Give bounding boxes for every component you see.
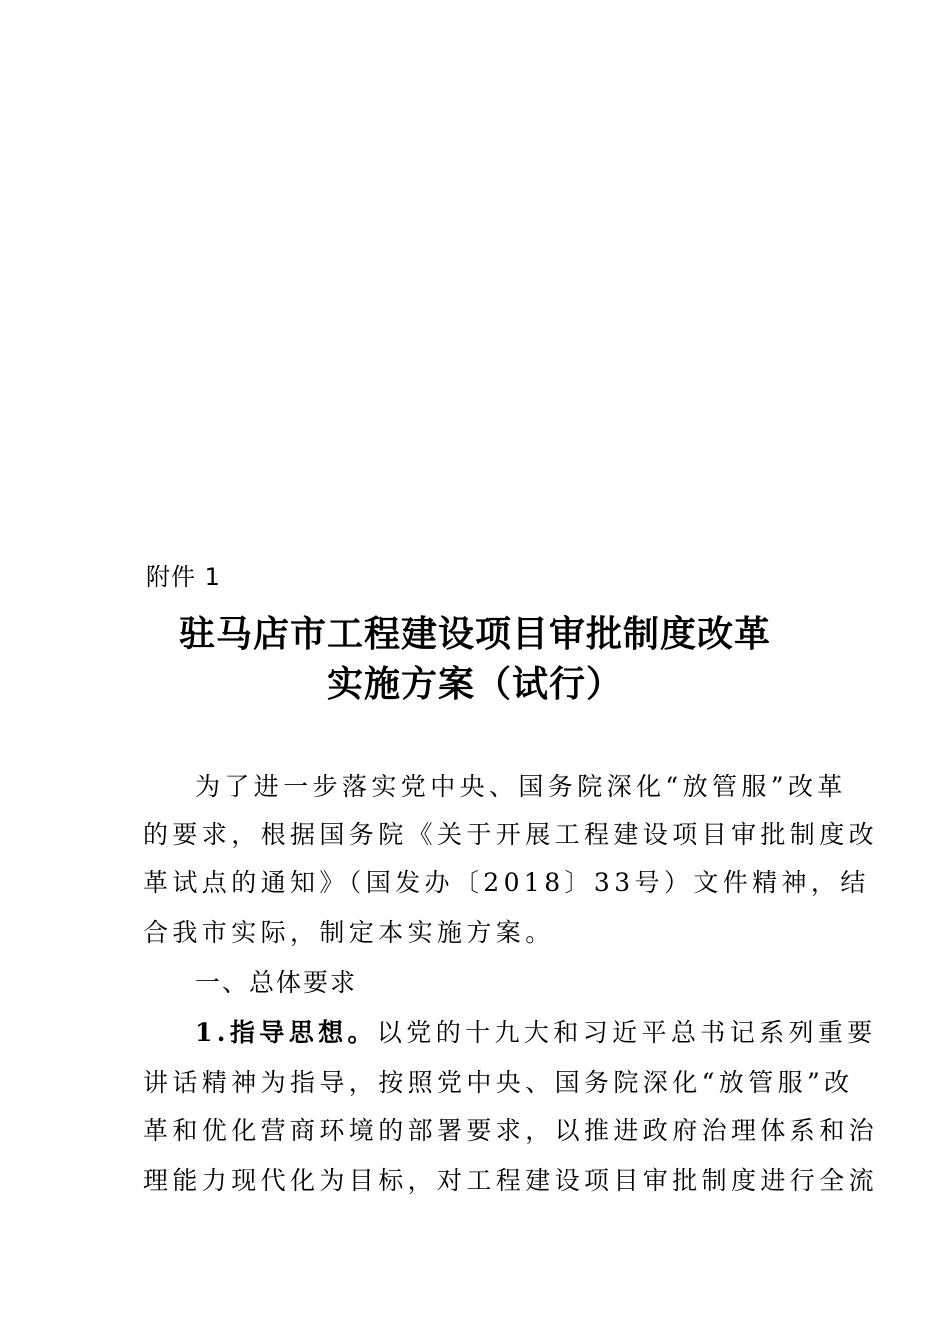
document-title-line-1: 驻马店市工程建设项目审批制度改革	[178, 613, 771, 655]
item-label: 1.指导思想。	[195, 1018, 377, 1047]
intro-paragraph-line: 为了进一步落实党中央、国务院深化“放管服”改革	[195, 772, 847, 801]
section-heading: 一、总体要求	[195, 968, 358, 997]
attachment-label: 附件 1	[146, 563, 221, 591]
document-title-line-2: 实施方案（试行）	[326, 663, 623, 705]
item-paragraph-line	[195, 1016, 877, 1050]
intro-paragraph-line: 的要求，根据国务院《关于开展工程建设项目审批制度改	[143, 820, 879, 849]
item-paragraph-line: 讲话精神为指导，按照党中央、国务院深化“放管服”改	[143, 1068, 854, 1097]
intro-paragraph-line: 合我市实际，制定本实施方案。	[143, 918, 555, 947]
item-paragraph-line: 理能力现代化为目标，对工程建设项目审批制度进行全流	[143, 1166, 879, 1195]
intro-paragraph-line: 革试点的通知》（国发办〔2018〕33号）文件精神，结	[143, 868, 870, 897]
item-paragraph-line: 革和优化营商环境的部署要求，以推进政府治理体系和治	[143, 1116, 879, 1145]
item-text: 以党的十九大和习近平总书记系列重要	[376, 1018, 877, 1047]
